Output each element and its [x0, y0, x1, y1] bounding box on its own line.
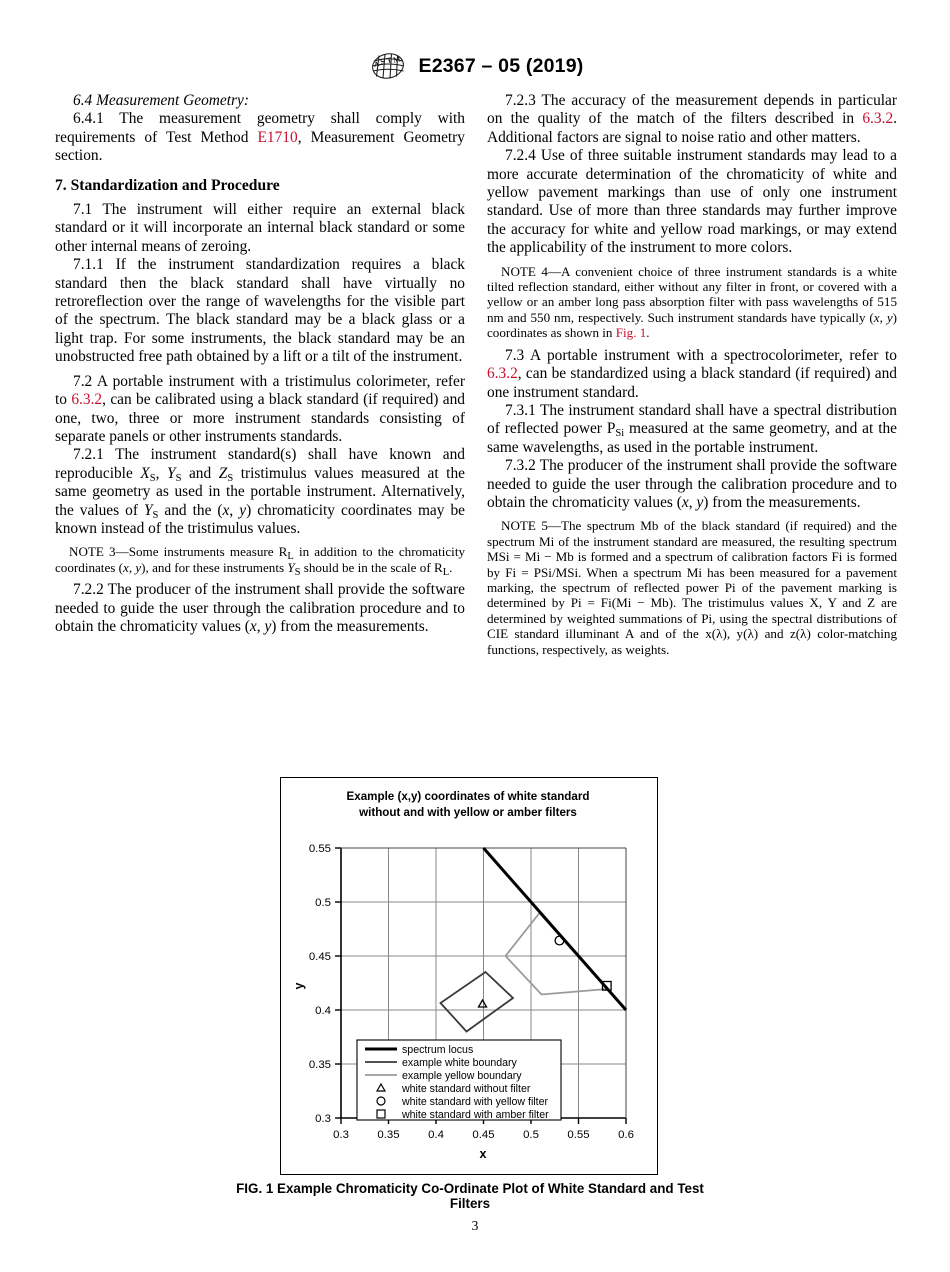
ref-6-3-2[interactable]: 6.3.2 [71, 391, 103, 409]
ref-6-3-2-b[interactable]: 6.3.2 [862, 110, 894, 128]
ref-fig-1[interactable]: Fig. 1 [615, 325, 647, 341]
paragraph-6-4: 6.4 Measurement Geometry: [73, 92, 249, 109]
astm-logo [367, 51, 409, 81]
page-number: 3 [471, 1218, 479, 1233]
legend-label-white-boundary: example white boundary [402, 1057, 517, 1069]
chart-title-line-1: Example (x,y) coordinates of white standard [346, 790, 590, 803]
y-tick-0.5: 0.5 [315, 897, 331, 909]
x-tick-0.45: 0.45 [472, 1129, 495, 1141]
example-yellow-boundary [506, 913, 608, 995]
heading-section-7: 7. Standardization and Procedure [55, 176, 280, 194]
note-5: NOTE 5—The spectrum Mb of the black standard (if required) and the spectrum Mi of the instrument standard are measured, the resulting spectrum MSi = Mi − Mb is formed and a spectrum of calibration factors Fi is formed by Fi = PSi/MSi. When a spectrum Mi has been measured for a pavement marking, the spectrum of reflected power Pi of the pavement marking is determined by Pi = Fi(Mi − Mb). The tristimulus values X, Y and Z are determined by weighted summations of Pi, using the spectral distributions of CIE standard illuminant A and of the x(λ), y(λ) and z(λ) color-matching functions, respectively, as weights. [487, 518, 897, 657]
paragraph-6-4-1: 6.4.1 The measurement geometry shall comply with requirements of Test Method E1710, Measurement Geometry section. [55, 110, 465, 165]
ref-e1710[interactable]: E1710 [257, 128, 298, 146]
svg-text:T: T [385, 55, 393, 66]
right-column [487, 92, 897, 657]
left-column [55, 92, 465, 657]
example-white-boundary [441, 972, 514, 1032]
legend-label-yellow-boundary: example yellow boundary [402, 1070, 522, 1082]
note-4: NOTE 4—A convenient choice of three instrument standards is a white tilted reflection standard, either without any filter in front, or covered with a yellow or an amber long pass absorption filter with pass wavelengths of 515 nm and 550 nm, respectively. Such instrument standards have typically (x, y) coordinates as shown in Fig. 1. [487, 263, 897, 341]
y-tick-0.45: 0.45 [308, 951, 331, 963]
svg-text:A: A [372, 59, 380, 70]
paragraph-7-2-4: 7.2.4 Use of three suitable instrument standards may lead to a more accurate determination of the chromaticity of white and yellow pavement markings than use of only one instrument standard. Use of more than three standards may further improve the accuracy for white and yellow road markings, or may extend the applicability of the instrument to more colors. [487, 147, 897, 257]
svg-text:M: M [391, 54, 401, 65]
svg-text:S: S [378, 56, 386, 67]
standard-designation: E2367 – 05 (2019) [418, 54, 584, 77]
legend-label-without-filter: white standard without filter [402, 1083, 531, 1095]
x-tick-0.4: 0.4 [428, 1129, 444, 1141]
x-axis-label: x [479, 1147, 487, 1161]
paragraph-7-2-1: 7.2.1 The instrument standard(s) shall have known and reproducible $X_S$, $Y_S$ and $Z_S$ tristimulus values measured at the same geometry as used in the portable instrument. Alternatively, the values of $Y_S$ and the (x, y) chromaticity coordinates may be known instead of the tristimulus values. [55, 446, 465, 537]
spectrum-locus-line [484, 848, 627, 1010]
text-columns [55, 92, 900, 657]
paragraph-7-1-1: 7.1.1 If the instrument standardization requires a black standard then the black standard shall have virtually no retroreflection over the range of wavelengths for the visible part of the spectrum. The black standard may be a black glass or a light trap. For some instruments, the black standard may be an unobstructed free path obtained by a lift or a tilt of the instrument. [55, 256, 465, 366]
paragraph-7-2-2: 7.2.2 The producer of the instrument shall provide the software needed to guide the user through the calibration procedure and to obtain the chromaticity values (x, y) from the measurements. [55, 581, 465, 635]
y-axis-label: y [292, 982, 306, 990]
y-axis-ticks [309, 843, 341, 1125]
x-tick-0.6: 0.6 [618, 1129, 634, 1141]
figure-caption: FIG. 1 Example Chromaticity Co-Ordinate Plot of White Standard and Test Filters [236, 1181, 704, 1211]
page-header [0, 46, 950, 86]
legend-label-yellow-filter: white standard with yellow filter [402, 1096, 549, 1108]
x-tick-0.3: 0.3 [333, 1129, 349, 1141]
paragraph-7-1: 7.1 The instrument will either require an external black standard or it will incorporate an internal black standard or some other internal means of zeroing. [55, 201, 465, 255]
paragraph-7-3: 7.3 A portable instrument with a spectrocolorimeter, refer to 6.3.2, can be standardized using a black standard (if required) and one instrument standard. [487, 346, 897, 401]
paragraph-7-3-1: 7.3.1 The instrument standard shall have a spectral distribution of reflected power $P_{Si}$ measured at the same geometry, and at the same wavelengths, as used in the portable instrument. [487, 401, 897, 456]
paragraph-7-3-2: 7.3.2 The producer of the instrument shall provide the software needed to guide the user through the calibration procedure and to obtain the chromaticity values (x, y) from the measurements. [487, 457, 897, 511]
figure-1 [236, 777, 704, 1211]
x-tick-0.35: 0.35 [377, 1129, 400, 1141]
y-tick-0.35: 0.35 [308, 1059, 331, 1071]
chart-legend [357, 1040, 561, 1121]
marker-white-standard-without-filter [479, 1000, 487, 1007]
y-tick-0.3: 0.3 [315, 1113, 331, 1125]
note-5-body: —The spectrum Mb of the black standard (if required) and the spectrum Mi of the instrument standard are measured, the resulting spectrum MSi = Mi − Mb is formed and a spectrum of calibration factors Fi is formed by Fi = PSi/MSi. When a spectrum Mi has been measured for a pavement marking, the spectrum of reflected power Pi of the pavement marking is determined by Pi = Fi(Mi − Mb). The tristimulus values X, Y and Z are determined by weighted summations of Pi, using the spectral distributions of CIE standard illuminant A and of the x(λ), y(λ) and z(λ) color-matching functions, respectively, as weights. [487, 518, 897, 657]
figure-frame [280, 777, 658, 1175]
x-tick-0.5: 0.5 [523, 1129, 539, 1141]
note-3: NOTE 3—Some instruments measure $R_L$ in addition to the chromaticity coordinates (x, y), and for these instruments $Y_S$ should be in the scale of $R_L$. [55, 544, 466, 578]
paragraph-7-2-3: 7.2.3 The accuracy of the measurement depends in particular on the quality of the match of the filters described in 6.3.2. Additional factors are signal to noise ratio and other matters. [487, 92, 897, 146]
chart-title-line-2: without and with yellow or amber filters [359, 806, 577, 819]
legend-label-spectrum-locus: spectrum locus [402, 1044, 474, 1056]
x-tick-0.55: 0.55 [567, 1129, 590, 1141]
ref-6-3-2-c[interactable]: 6.3.2 [487, 365, 518, 383]
paragraph-7-2: 7.2 A portable instrument with a tristimulus colorimeter, refer to 6.3.2, can be calibrated using a black standard (if required) and one, two, three or more instrument standards consisting of separate panels or other instruments standards. [55, 372, 465, 445]
chromaticity-chart [281, 778, 655, 1172]
legend-label-amber-filter: white standard with amber filter [402, 1109, 549, 1121]
marker-white-standard-with-yellow-filter [555, 936, 564, 945]
y-tick-0.4: 0.4 [315, 1005, 331, 1017]
y-tick-0.55: 0.55 [308, 843, 331, 855]
x-axis-ticks [333, 1118, 634, 1141]
